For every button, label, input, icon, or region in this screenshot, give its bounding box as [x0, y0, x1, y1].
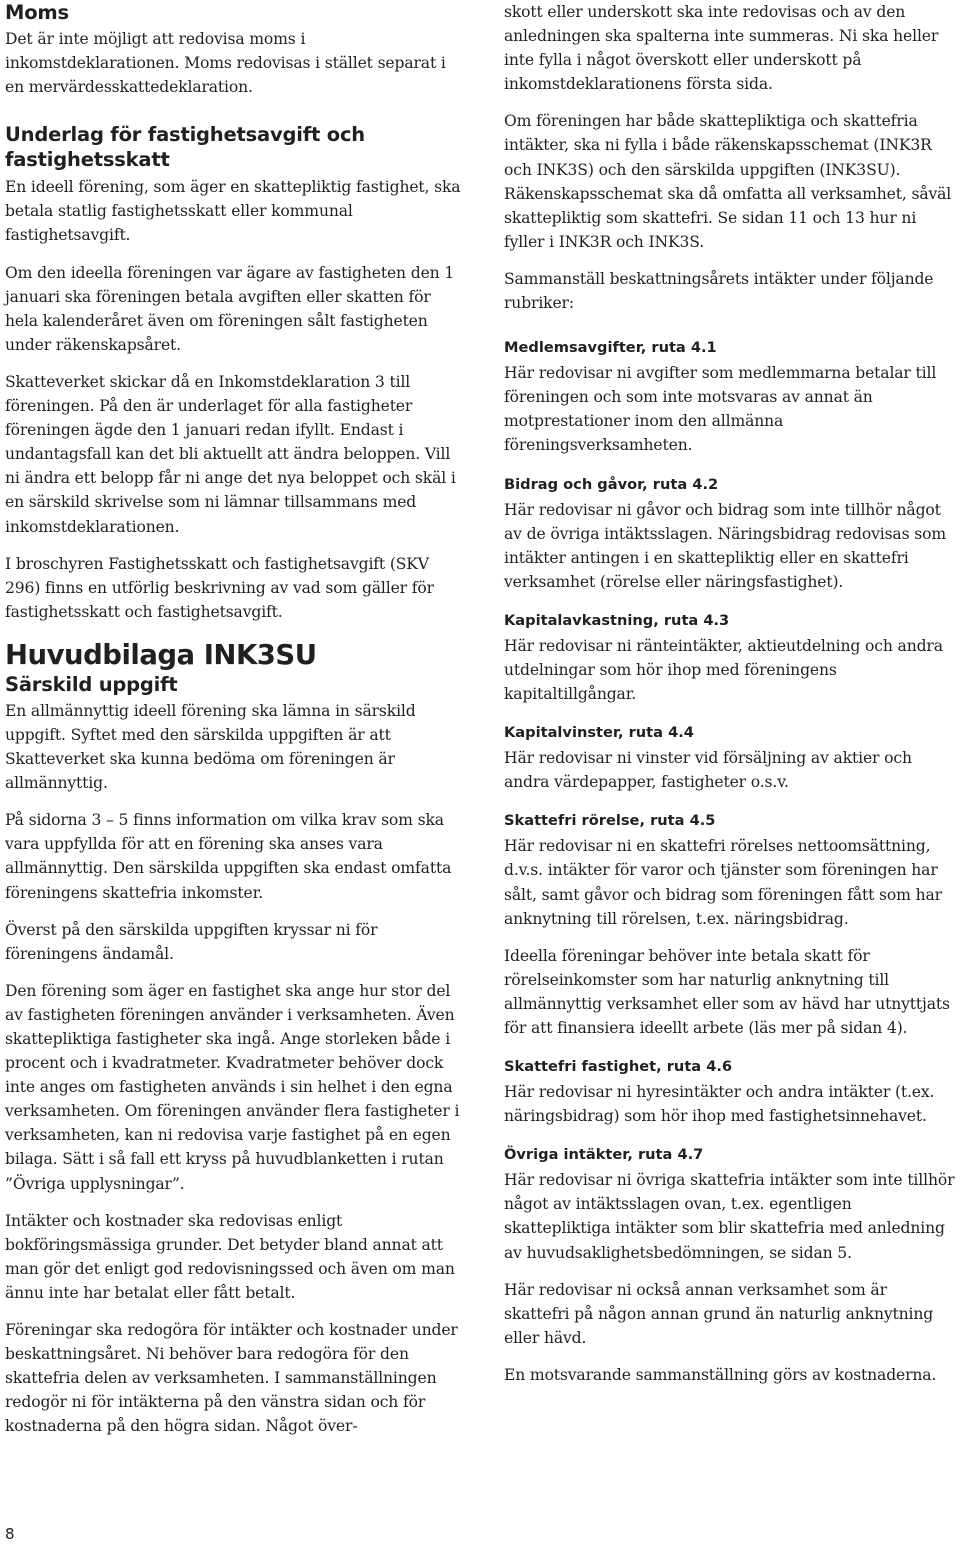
huvudbilaga-title: Huvudbilaga INK3SU	[5, 638, 317, 671]
moms-paragraph: Det är inte möjligt att redovisa moms i inkomstdeklarationen. Moms redovisas i stället separat i en mervärdesskattedeklaration.	[5, 30, 446, 97]
left-column	[5, 0, 463, 1452]
kapitalvinster-paragraph: Här redovisar ni vinster vid försäljning av aktier och andra värdepapper, fastigheter o.s.v.	[504, 749, 912, 792]
kapitalvinster-heading: Kapitalvinster, ruta 4.4	[504, 724, 694, 742]
sarskild-paragraph-3: Överst på den särskilda uppgiften kryssar ni för föreningens ändamål.	[5, 920, 378, 963]
continuation-paragraph: skott eller underskott ska inte redovisas och av den anledningen ska spalterna inte summeras. Ni ska heller inte fylla i något överskott eller underskott på inkomstdeklarationens första sida.	[504, 3, 939, 94]
bidrag-gavor-heading: Bidrag och gåvor, ruta 4.2	[504, 475, 719, 493]
kapitalavkastning-heading: Kapitalavkastning, ruta 4.3	[504, 611, 730, 629]
sarskild-paragraph-6: Föreningar ska redogöra för intäkter och kostnader under beskattningsåret. Ni behöver bara redogöra för den skattefria delen av verksamheten. I sammanställningen redogör ni för intäkterna på den vänstra sidan och för kostnaderna på den högra sidan. Något över-	[5, 1321, 458, 1436]
ovriga-intakter-paragraph-1: Här redovisar ni övriga skattefria intäkter som inte tillhör något av intäktsslagen ovan, t.ex. egentligen skattepliktiga intäkter som blir skattefria med anledning av huvudsaklighetsbedömningen, se sidan 5.	[504, 1171, 955, 1262]
ovriga-intakter-paragraph-3: En motsvarande sammanställning görs av kostnaderna.	[504, 1365, 937, 1384]
skattefri-fastighet-paragraph: Här redovisar ni hyresintäkter och andra intäkter (t.ex. näringsbidrag) som hör ihop med fastighetsinnehavet.	[504, 1083, 935, 1126]
skattefri-fastighet-heading: Skattefri fastighet, ruta 4.6	[504, 1058, 733, 1076]
sarskild-uppgift-heading: Särskild uppgift	[5, 672, 178, 696]
sarskild-paragraph-4: Den förening som äger en fastighet ska ange hur stor del av fastigheten föreningen använder i verksamheten. Även skattepliktiga fastigheter ska ingå. Ange storleken både i procent och i kvadratmeter. Kvadratmeter behöver dock inte anges om fastigheten används i sin helhet i den egna verksamheten. Om föreningen använder flera fastigheter i verksamheten, kan ni redovisa varje fastighet på en egen bilaga. Sätt i så fall ett kryss på huvudblanketten i rutan ”Övriga upplysningar”.	[5, 981, 460, 1193]
sarskild-paragraph-2: På sidorna 3 – 5 finns information om vilka krav som ska vara uppfyllda för att en förening ska anses vara allmännyttig. Den särskilda uppgiften ska endast omfatta föreningens skattefria inkomster.	[5, 811, 452, 902]
sammanstall-paragraph: Sammanställ beskattningsårets intäkter under följande rubriker:	[504, 269, 934, 313]
schema-paragraph: Om föreningen har både skattepliktiga och skattefria intäkter, ska ni fylla i både räkenskapsschemat (INK3R och INK3S) och den särskilda uppgiften (INK3SU). Räkenskapsschemat ska då omfatta all verksamhet, såväl skattepliktig som skattefri. Se sidan 11 och 13 hur ni fyller i INK3R och INK3S.	[504, 112, 952, 251]
medlemsavgifter-paragraph: Här redovisar ni avgifter som medlemmarna betalar till föreningen och som inte motsvaras av annat än motprestationer inom den allmänna föreningsverksamheten.	[504, 364, 937, 455]
sarskild-paragraph-5: Intäkter och kostnader ska redovisas enligt bokföringsmässiga grunder. Det betyder bland annat att man gör det enligt god redovisningssed och även om man ännu inte har betalat eller fått betalt.	[5, 1211, 455, 1302]
underlag-paragraph-3: Skatteverket skickar då en Inkomstdeklaration 3 till föreningen. På den är underlaget för alla fastigheter föreningen ägde den 1 januari redan ifyllt. Endast i undantagsfall kan det bli aktuellt att ändra beloppen. Vill ni ändra ett belopp får ni ange det nya beloppet och skäl i en särskild skrivelse som ni lämnar tillsammans med inkomstdeklarationen.	[5, 372, 456, 536]
skattefri-rorelse-paragraph-1: Här redovisar ni en skattefri rörelses nettoomsättning, d.v.s. intäkter för varor och tjänster som föreningen har sålt, samt gåvor och bidrag som föreningen fått som har anknytning till rörelsen, t.ex. näringsbidrag.	[504, 837, 942, 928]
skattefri-rorelse-heading: Skattefri rörelse, ruta 4.5	[504, 812, 716, 830]
ovriga-intakter-paragraph-2: Här redovisar ni också annan verksamhet som är skattefri på någon annan grund än naturlig anknytning eller hävd.	[504, 1280, 934, 1347]
ovriga-intakter-heading: Övriga intäkter, ruta 4.7	[504, 1146, 704, 1164]
medlemsavgifter-heading: Medlemsavgifter, ruta 4.1	[504, 339, 717, 357]
underlag-paragraph-4: I broschyren Fastighetsskatt och fastighetsavgift (SKV 296) finns en utförlig beskrivning av vad som gäller för fastighetsskatt och fastighetsavgift.	[5, 554, 434, 621]
skattefri-rorelse-paragraph-2: Ideella föreningar behöver inte betala skatt för rörelseinkomster som har naturlig anknytning till allmännyttig verksamhet eller som av hävd har utnyttjats för att finansiera ideellt arbete (läs mer på sidan 4).	[504, 946, 950, 1037]
bidrag-gavor-paragraph: Här redovisar ni gåvor och bidrag som inte tillhör något av de övriga intäktsslagen. Näringsbidrag redovisas som intäkter antingen i en skattepliktig eller en skattefri verksamhet (rörelse eller näringsfastighet).	[504, 500, 946, 591]
page-number: 8	[5, 1525, 15, 1543]
underlag-paragraph-2: Om den ideella föreningen var ägare av fastigheten den 1 januari ska föreningen betala avgiften eller skatten för hela kalenderåret även om föreningen sålt fastigheten under räkenskapsåret.	[5, 263, 455, 354]
underlag-heading: Underlag för fastighetsavgift och fastighetsskatt	[5, 123, 365, 172]
right-column	[504, 0, 956, 1400]
moms-heading: Moms	[5, 1, 69, 24]
underlag-paragraph-1: En ideell förening, som äger en skattepliktig fastighet, ska betala statlig fastighetsskatt eller kommunal fastighetsavgift.	[5, 178, 461, 245]
kapitalavkastning-paragraph: Här redovisar ni ränteintäkter, aktieutdelning och andra utdelningar som hör ihop med föreningens kapitaltillgångar.	[504, 636, 943, 704]
sarskild-paragraph-1: En allmännyttig ideell förening ska lämna in särskild uppgift. Syftet med den särskilda uppgiften är att Skatteverket ska kunna bedöma om föreningen är allmännyttig.	[5, 701, 416, 793]
